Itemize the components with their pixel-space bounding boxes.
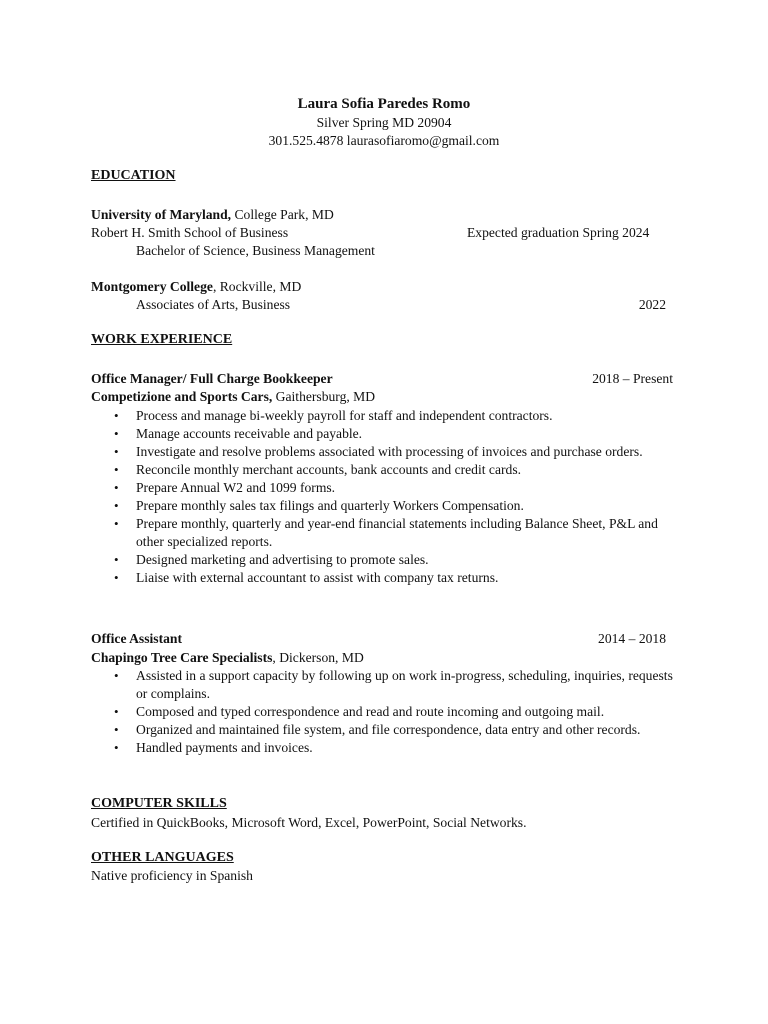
- list-item: • Composed and typed correspondence and read and route incoming and outgoing mail.: [114, 703, 684, 721]
- mc-degree: Associates of Arts, Business: [136, 297, 291, 312]
- job-company: Chapingo Tree Care Specialists: [91, 650, 273, 665]
- job-location: Gaithersburg, MD: [272, 389, 376, 404]
- job-title: Office Assistant: [91, 631, 182, 646]
- list-item: • Investigate and resolve problems associated with processing of invoices and purchase orders.: [114, 443, 684, 461]
- umd-place: College Park, MD: [231, 207, 334, 222]
- list-item: • Handled payments and invoices.: [114, 739, 684, 757]
- mc-place: , Rockville, MD: [212, 279, 302, 294]
- job-dates: 2018 – Present: [592, 371, 673, 386]
- umd-line: [91, 206, 334, 224]
- header-location: Silver Spring MD 20904: [316, 115, 452, 130]
- mc-year: 2022: [638, 297, 666, 312]
- job-company-line: [91, 388, 375, 406]
- list-item: • Reconcile monthly merchant accounts, bank accounts and credit cards.: [114, 461, 684, 479]
- job-title: Office Manager/ Full Charge Bookkeeper: [91, 371, 333, 386]
- languages-text: Native proficiency in Spanish: [91, 868, 253, 883]
- list-item: • Process and manage bi-weekly payroll for staff and independent contractors.: [114, 407, 684, 425]
- job-company-line: [91, 649, 364, 667]
- umd-sub-school: Robert H. Smith School of Business: [91, 225, 289, 240]
- mc-line: [91, 278, 301, 296]
- job-duties-list: [114, 407, 684, 587]
- languages-heading: OTHER LANGUAGES: [91, 850, 234, 865]
- list-item: • Manage accounts receivable and payable.: [114, 425, 684, 443]
- mc-school: Montgomery College: [91, 279, 213, 294]
- list-item: • Prepare monthly, quarterly and year-end financial statements including Balance Sheet, P&L and other specialized reports.: [114, 515, 684, 551]
- education-heading: EDUCATION: [91, 168, 176, 183]
- umd-graduation: Expected graduation Spring 2024: [467, 225, 650, 240]
- skills-heading: COMPUTER SKILLS: [91, 796, 227, 811]
- list-item: • Assisted in a support capacity by following up on work in-progress, scheduling, inquiries, requests or complains.: [114, 667, 684, 703]
- list-item: • Designed marketing and advertising to promote sales.: [114, 551, 684, 569]
- list-item: • Organized and maintained file system, and file correspondence, data entry and other records.: [114, 721, 684, 739]
- list-item: • Liaise with external accountant to assist with company tax returns.: [114, 569, 684, 587]
- resume-name: Laura Sofia Paredes Romo: [297, 96, 471, 112]
- job-location: , Dickerson, MD: [272, 650, 364, 665]
- list-item: • Prepare Annual W2 and 1099 forms.: [114, 479, 684, 497]
- job-dates: 2014 – 2018: [598, 631, 666, 646]
- list-item: • Prepare monthly sales tax filings and quarterly Workers Compensation.: [114, 497, 684, 515]
- umd-degree: Bachelor of Science, Business Management: [136, 243, 375, 258]
- work-heading: WORK EXPERIENCE: [91, 332, 233, 347]
- job-company: Competizione and Sports Cars,: [91, 389, 273, 404]
- header-contact: 301.525.4878 laurasofiaromo@gmail.com: [268, 133, 500, 148]
- skills-text: Certified in QuickBooks, Microsoft Word, Excel, PowerPoint, Social Networks.: [91, 815, 527, 830]
- job-duties-list: [114, 667, 684, 757]
- umd-school: University of Maryland,: [91, 207, 232, 222]
